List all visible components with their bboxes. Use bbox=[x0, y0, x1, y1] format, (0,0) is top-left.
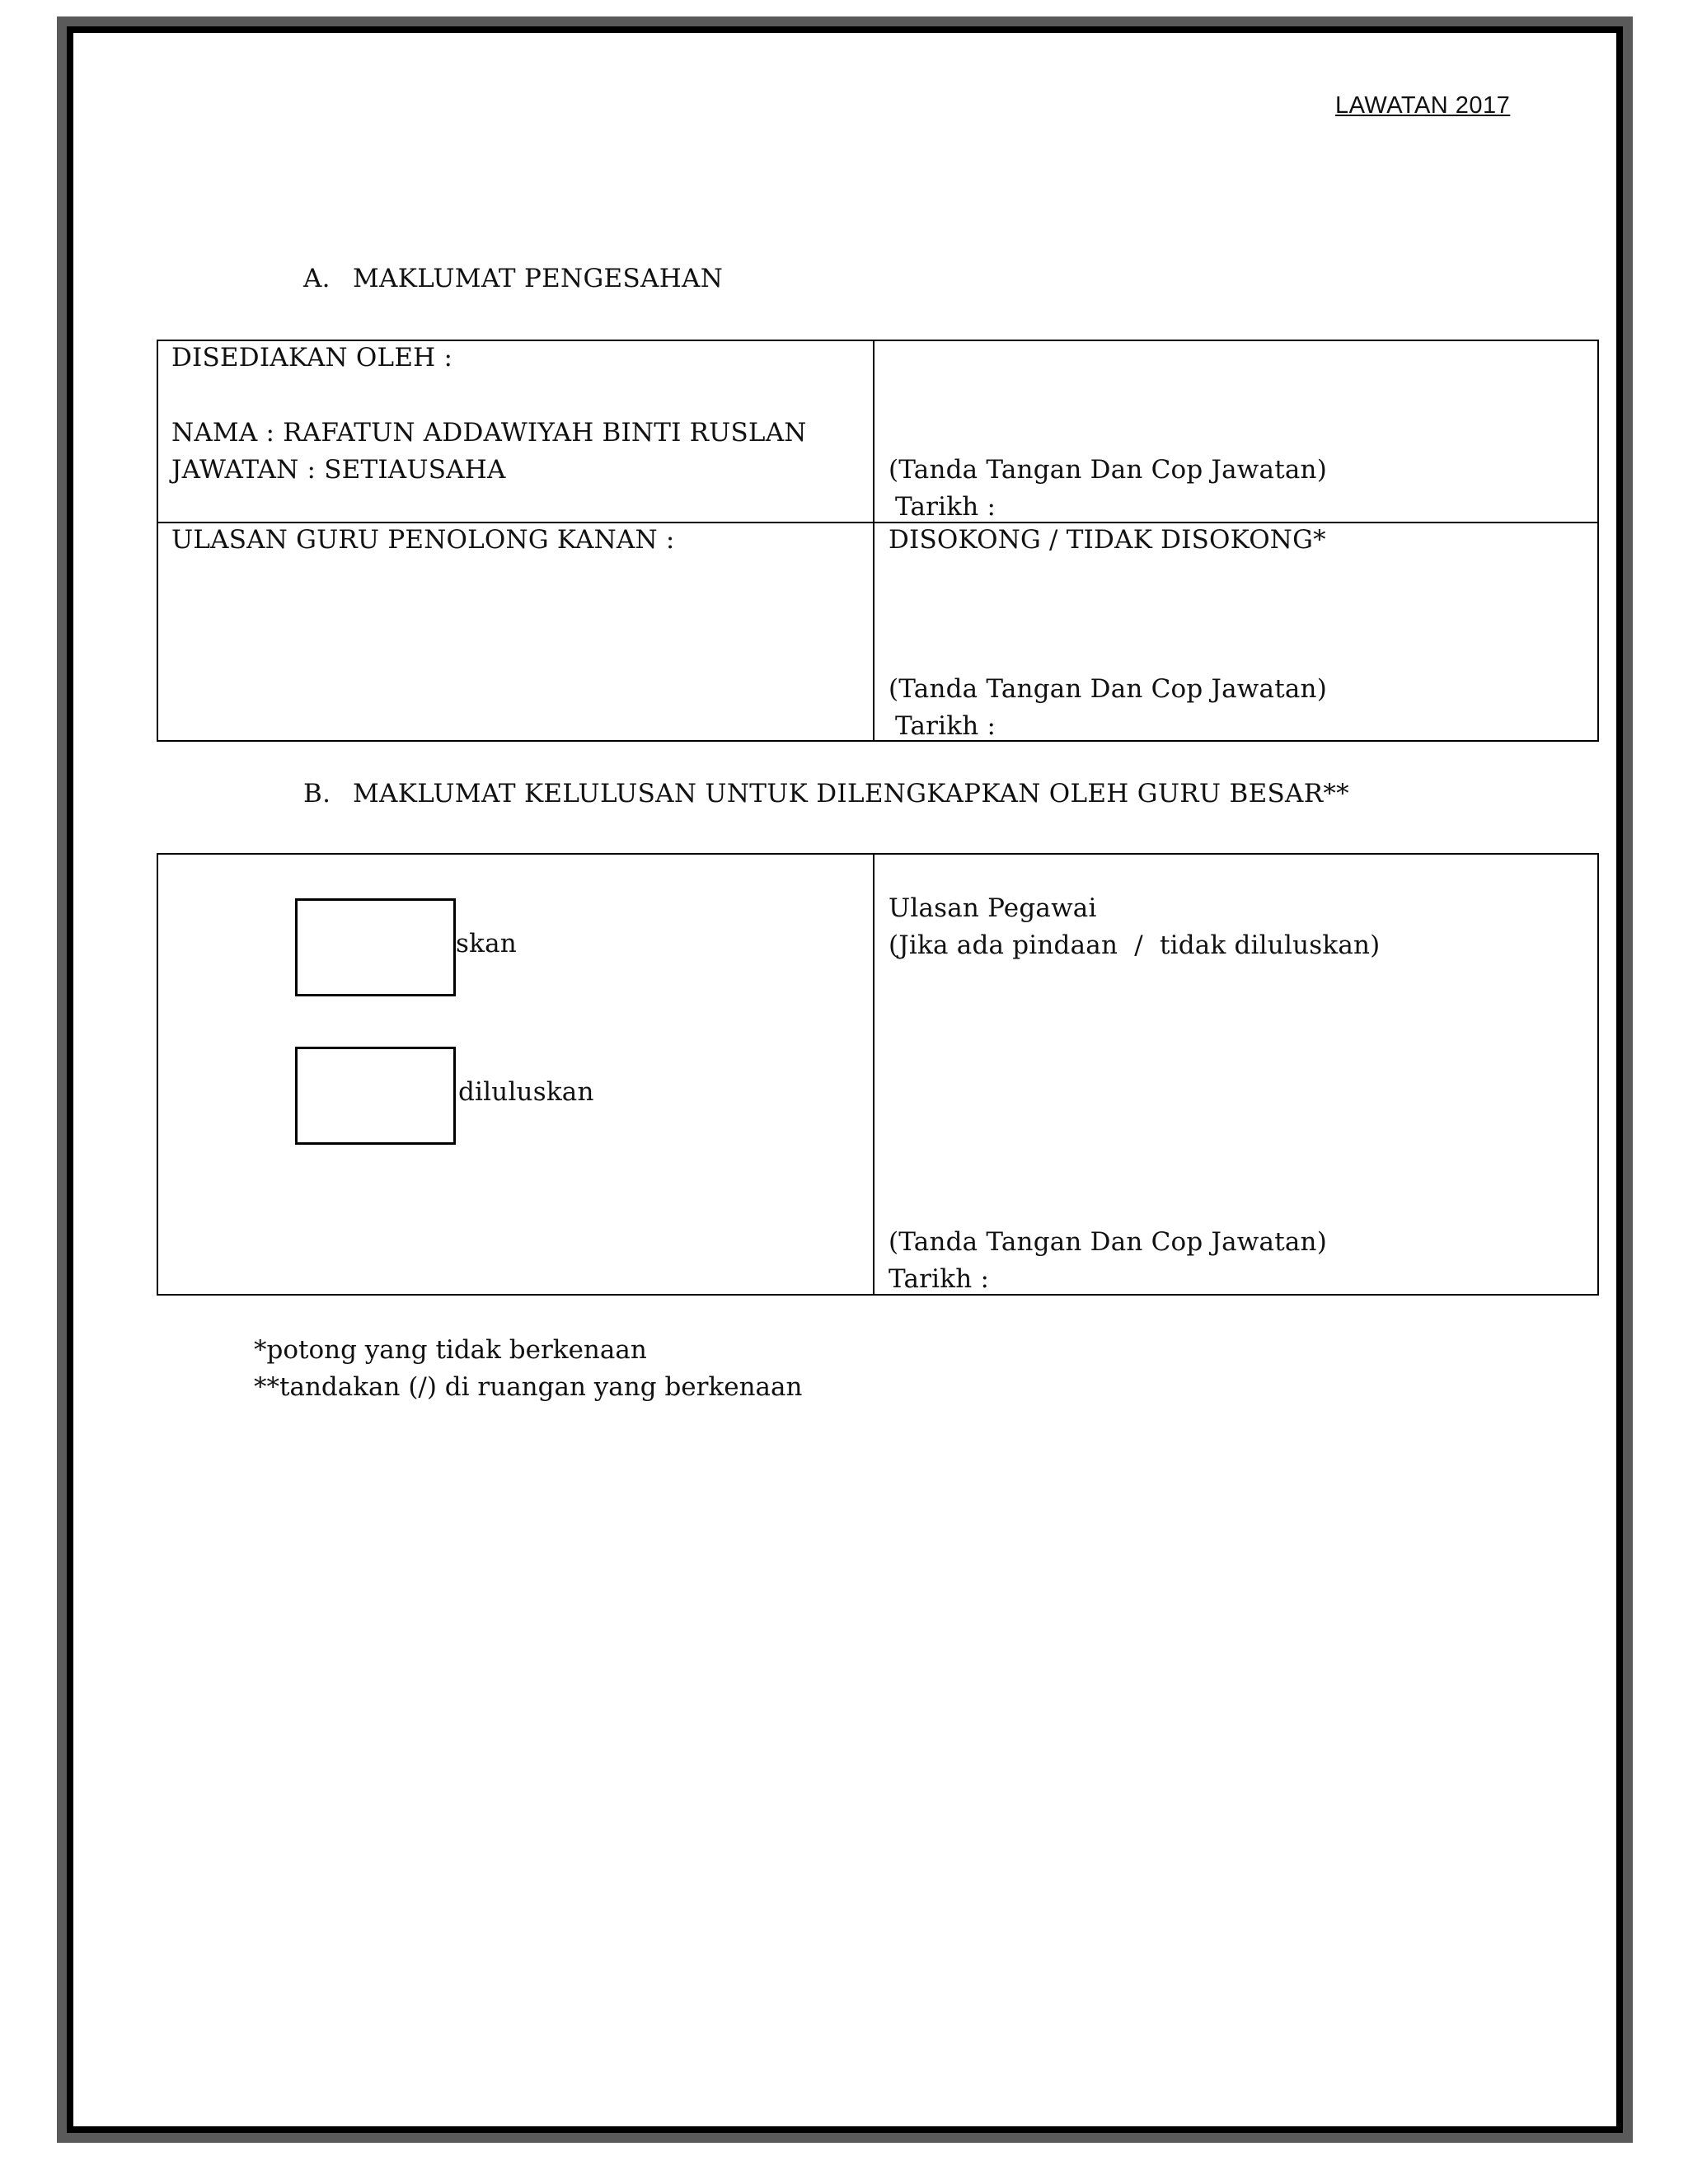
section-b-title: MAKLUMAT KELULUSAN UNTUK DILENGKAPKAN OLEH GURU BESAR** bbox=[353, 779, 1349, 808]
section-b-letter: B. bbox=[303, 779, 331, 808]
table-b-bottom-border bbox=[157, 1294, 1599, 1296]
document-header-label: LAWATAN 2017 bbox=[1335, 92, 1511, 119]
preparer-name: NAMA : RAFATUN ADDAWIYAH BINTI RUSLAN bbox=[171, 418, 807, 448]
table-a-row-divider bbox=[157, 522, 1599, 523]
officer-comment-label: Ulasan Pegawai bbox=[889, 893, 1097, 923]
section-a-title: MAKLUMAT PENGESAHAN bbox=[353, 264, 724, 293]
approved-checkbox[interactable] bbox=[295, 898, 456, 996]
table-b-right-border bbox=[1597, 853, 1599, 1296]
approved-option-label: skan bbox=[456, 929, 517, 958]
table-a-left-border bbox=[157, 340, 158, 742]
section-a-heading bbox=[303, 264, 723, 293]
officer-comment-hint: (Jika ada pindaan / tidak diluluskan) bbox=[889, 930, 1381, 960]
signature-stamp-label-3: (Tanda Tangan Dan Cop Jawatan) bbox=[889, 1227, 1328, 1257]
preparer-position: JAWATAN : SETIAUSAHA bbox=[171, 455, 506, 485]
not-approved-checkbox[interactable] bbox=[295, 1047, 456, 1145]
table-a-top-border bbox=[157, 340, 1599, 341]
table-a-column-divider bbox=[873, 340, 874, 742]
section-a-letter: A. bbox=[303, 264, 331, 293]
table-a-bottom-border bbox=[157, 740, 1599, 742]
footnote-tick-mark: **tandakan (/) di ruangan yang berkenaan bbox=[254, 1372, 803, 1402]
date-label-2: Tarikh : bbox=[895, 711, 996, 741]
table-b-top-border bbox=[157, 853, 1599, 855]
table-b-left-border bbox=[157, 853, 158, 1296]
table-b-column-divider bbox=[873, 853, 874, 1296]
support-status-label: DISOKONG / TIDAK DISOKONG* bbox=[889, 525, 1326, 555]
date-label-1: Tarikh : bbox=[895, 492, 996, 522]
senior-assistant-comment-label: ULASAN GURU PENOLONG KANAN : bbox=[171, 525, 675, 555]
not-approved-option-label: diluluskan bbox=[458, 1077, 594, 1107]
footnote-strike-out: *potong yang tidak berkenaan bbox=[254, 1335, 647, 1365]
date-label-3: Tarikh : bbox=[889, 1264, 990, 1294]
signature-stamp-label-2: (Tanda Tangan Dan Cop Jawatan) bbox=[889, 674, 1328, 704]
prepared-by-label: DISEDIAKAN OLEH : bbox=[171, 343, 453, 373]
signature-stamp-label-1: (Tanda Tangan Dan Cop Jawatan) bbox=[889, 455, 1328, 485]
section-b-heading bbox=[303, 779, 1349, 808]
table-a-right-border bbox=[1597, 340, 1599, 742]
